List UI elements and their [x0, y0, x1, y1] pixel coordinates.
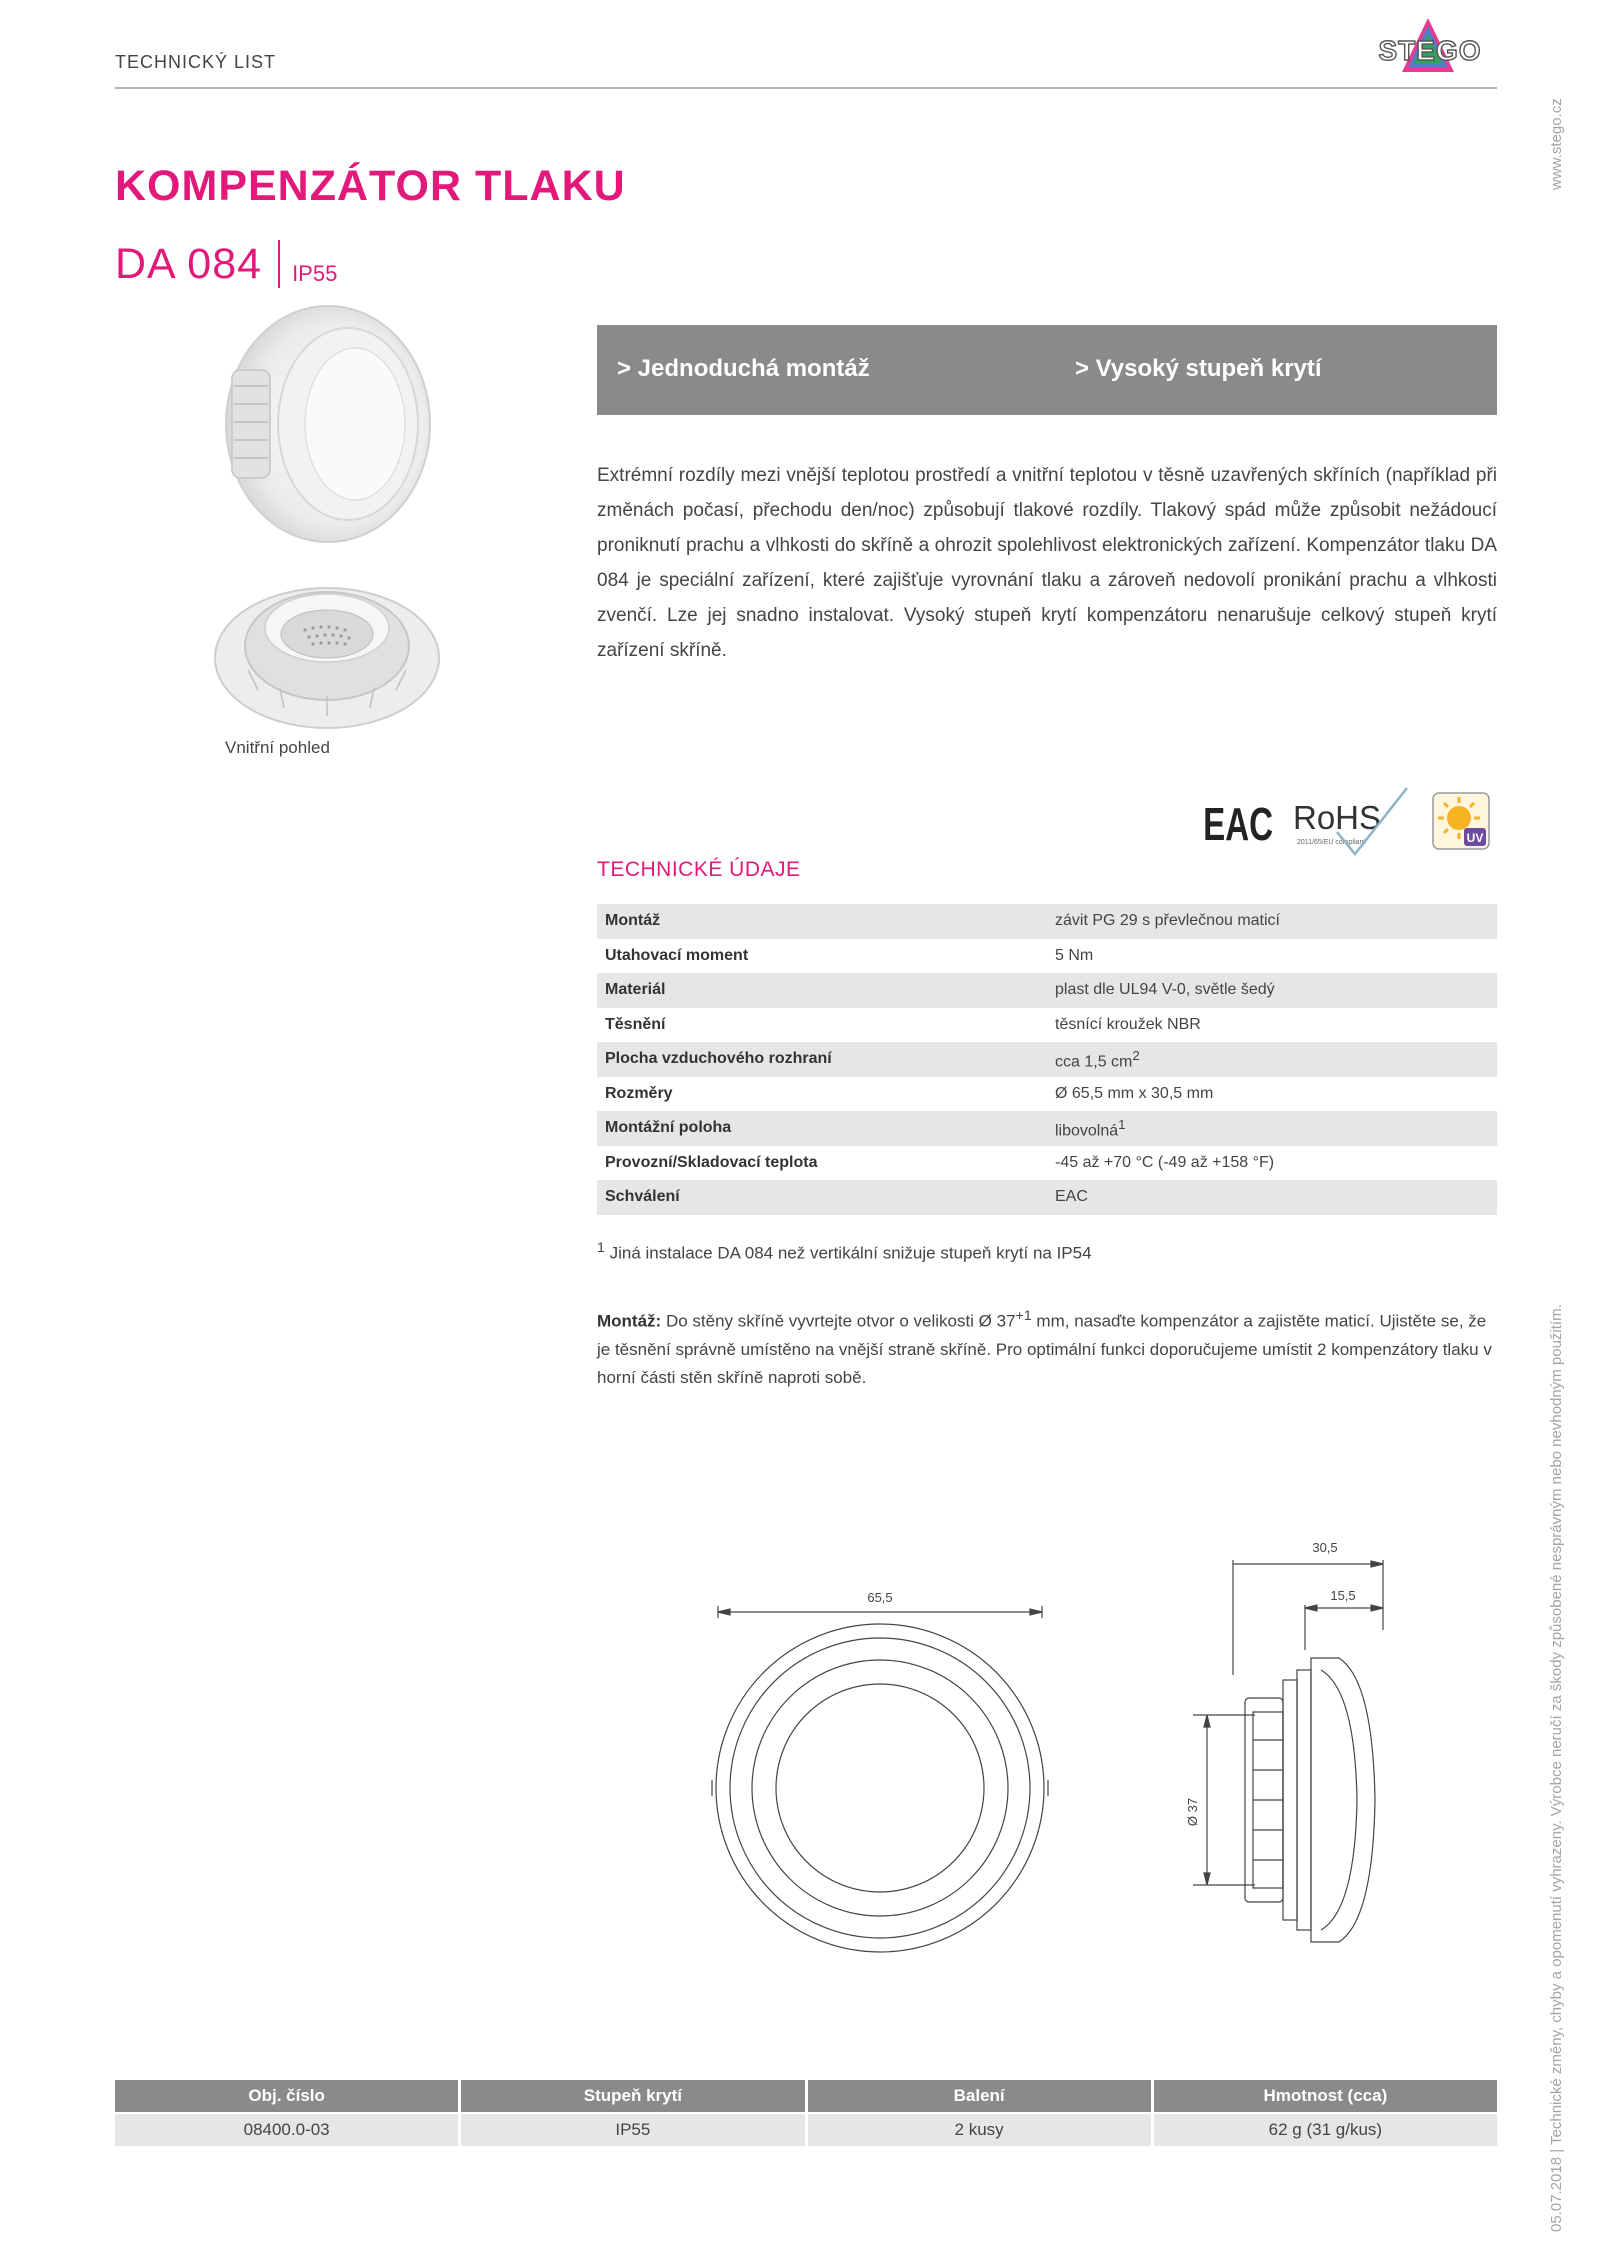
footnote-text: Jiná instalace DA 084 než vertikální snižuje stupeň krytí na IP54: [609, 1243, 1092, 1263]
rohs-mark-text: RoHS: [1293, 799, 1382, 836]
front-dimension-label: 65,5: [867, 1590, 893, 1605]
logo-text: STEGO: [1378, 35, 1482, 66]
order-cell-protection: IP55: [461, 2114, 804, 2146]
spec-footnote: [597, 1240, 1092, 1264]
spec-label: Montážní poloha: [605, 1119, 732, 1137]
uv-icon-text: UV: [1466, 831, 1484, 845]
subtitle-divider: [278, 240, 280, 288]
spec-row-dimensions: [597, 1077, 1497, 1112]
spec-value-text: libovolná: [1055, 1121, 1119, 1139]
rohs-mark-subtext: 2011/65/EU compliant: [1297, 839, 1366, 846]
footnote-mark: 1: [597, 1240, 605, 1256]
eac-mark-icon: [1203, 796, 1274, 851]
mounting-instructions: [597, 1302, 1497, 1392]
spec-label: Materiál: [605, 981, 666, 999]
drawing-front-view: [690, 1570, 1070, 1990]
spec-label: Plocha vzduchového rozhraní: [605, 1050, 832, 1068]
header-divider: [115, 87, 1497, 89]
spec-row-material: [597, 973, 1497, 1008]
order-header-cell: Balení: [808, 2080, 1151, 2112]
side-disclaimer: 05.07.2018 | Technické změny, chyby a opomenutí vyhrazeny. Výrobce neručí za škody způsobené nesprávným nebo nevhodným použitím.: [1548, 1304, 1565, 2232]
thread-diameter-label: Ø 37: [1185, 1797, 1200, 1827]
order-header-cell: Hmotnost (cca): [1154, 2080, 1497, 2112]
spec-value: [1047, 1048, 1497, 1071]
document-type: TECHNICKÝ LIST: [115, 52, 277, 72]
inner-view-caption: Vnitřní pohled: [225, 738, 330, 757]
specs-table: [597, 904, 1497, 1215]
mounting-label: Montáž:: [597, 1311, 662, 1331]
spec-value: EAC: [1055, 1188, 1088, 1206]
spec-label: Utahovací moment: [605, 946, 749, 964]
spec-value: -45 až +70 °C (-49 až +158 °F): [1055, 1153, 1275, 1171]
mounting-text-a: Do stěny skříně vyvrtejte otvor o velikosti Ø 37: [665, 1311, 1016, 1331]
specs-heading: TECHNICKÉ ÚDAJE: [597, 858, 801, 881]
product-photo-inner: [210, 558, 445, 738]
spec-row-temperature: [597, 1146, 1497, 1181]
spec-row-mounting: [597, 904, 1497, 939]
table-row: [115, 2114, 1497, 2146]
order-table: [115, 2080, 1497, 2146]
rohs-mark-icon: [1285, 784, 1410, 859]
order-cell-weight: 62 g (31 g/kus): [1154, 2114, 1497, 2146]
feature-easy-mounting: > Jednoduchá montáž: [617, 355, 870, 382]
spec-value: závit PG 29 s převlečnou maticí: [1055, 912, 1280, 930]
uv-resistant-icon: [1432, 792, 1490, 850]
order-header-cell: Stupeň krytí: [461, 2080, 804, 2112]
side-part-dimension-label: 15,5: [1330, 1588, 1356, 1603]
spec-value: 5 Nm: [1055, 946, 1094, 964]
stego-logo: [1362, 16, 1498, 80]
spec-label: Rozměry: [605, 1084, 673, 1102]
product-photo-outer: [210, 300, 440, 550]
mounting-tolerance: +1: [1015, 1308, 1032, 1324]
mounting-text-b: mm, nasaďte kompenzátor a zajistěte maticí. Ujistěte se, že je těsnění správně umístěno na vnější straně skříně. Pro optimální funkci doporučujeme umístit 2 kompenzátory tlaku v horní části stěn skříně naproti sobě.: [597, 1311, 1492, 1387]
spec-value-text: cca 1,5 cm: [1055, 1052, 1133, 1070]
spec-value: plast dle UL94 V-0, světle šedý: [1055, 981, 1275, 999]
side-url: www.stego.cz: [1548, 98, 1565, 190]
spec-value-superscript: 2: [1132, 1047, 1140, 1063]
product-description: Extrémní rozdíly mezi vnější teplotou prostředí a vnitřní teplotou v těsně uzavřených skříních (například při změnách počasí, přechodu den/noc) způsobují tlakové rozdíly. Tlakový spád může způsobit nežádoucí proniknutí prachu a vlhkosti do skříně a ohrozit spolehlivost elektronických zařízení. Kompenzátor tlaku DA 084 je speciální zařízení, které zajišťuje vyrovnání tlaku a zároveň nedovolí pronikání prachu a vlhkosti zvenčí. Lze jej snadno instalovat. Vysoký stupeň krytí kompenzátoru nenarušuje celkový stupeň krytí zařízení skříně.: [597, 465, 1497, 661]
spec-label: Těsnění: [605, 1015, 666, 1033]
side-total-dimension-label: 30,5: [1312, 1540, 1338, 1555]
spec-value: těsnící kroužek NBR: [1055, 1015, 1201, 1033]
product-title: KOMPENZÁTOR TLAKU: [115, 162, 626, 210]
spec-value: [1047, 1117, 1497, 1140]
spec-row-torque: [597, 939, 1497, 974]
order-cell-article-number: 08400.0-03: [115, 2114, 458, 2146]
feature-bar: [597, 325, 1497, 415]
spec-row-position: [597, 1111, 1497, 1146]
spec-row-approval: [597, 1180, 1497, 1215]
product-subtitle: [115, 236, 337, 288]
order-table-header: [115, 2080, 1497, 2112]
drawing-side-view: [1125, 1530, 1425, 2000]
spec-label: Montáž: [605, 912, 661, 930]
spec-value: Ø 65,5 mm x 30,5 mm: [1055, 1084, 1214, 1102]
feature-high-protection: > Vysoký stupeň krytí: [1075, 355, 1322, 382]
spec-row-air-area: [597, 1042, 1497, 1077]
order-cell-packaging: 2 kusy: [808, 2114, 1151, 2146]
eac-mark-text: EAC: [1203, 799, 1274, 851]
order-header-cell: Obj. číslo: [115, 2080, 458, 2112]
spec-value-superscript: 1: [1118, 1116, 1126, 1132]
product-model: DA 084: [115, 240, 263, 288]
protection-rating: IP55: [292, 261, 338, 286]
spec-row-seal: [597, 1008, 1497, 1043]
spec-label: Schválení: [605, 1188, 680, 1206]
spec-label: Provozní/Skladovací teplota: [605, 1153, 818, 1171]
